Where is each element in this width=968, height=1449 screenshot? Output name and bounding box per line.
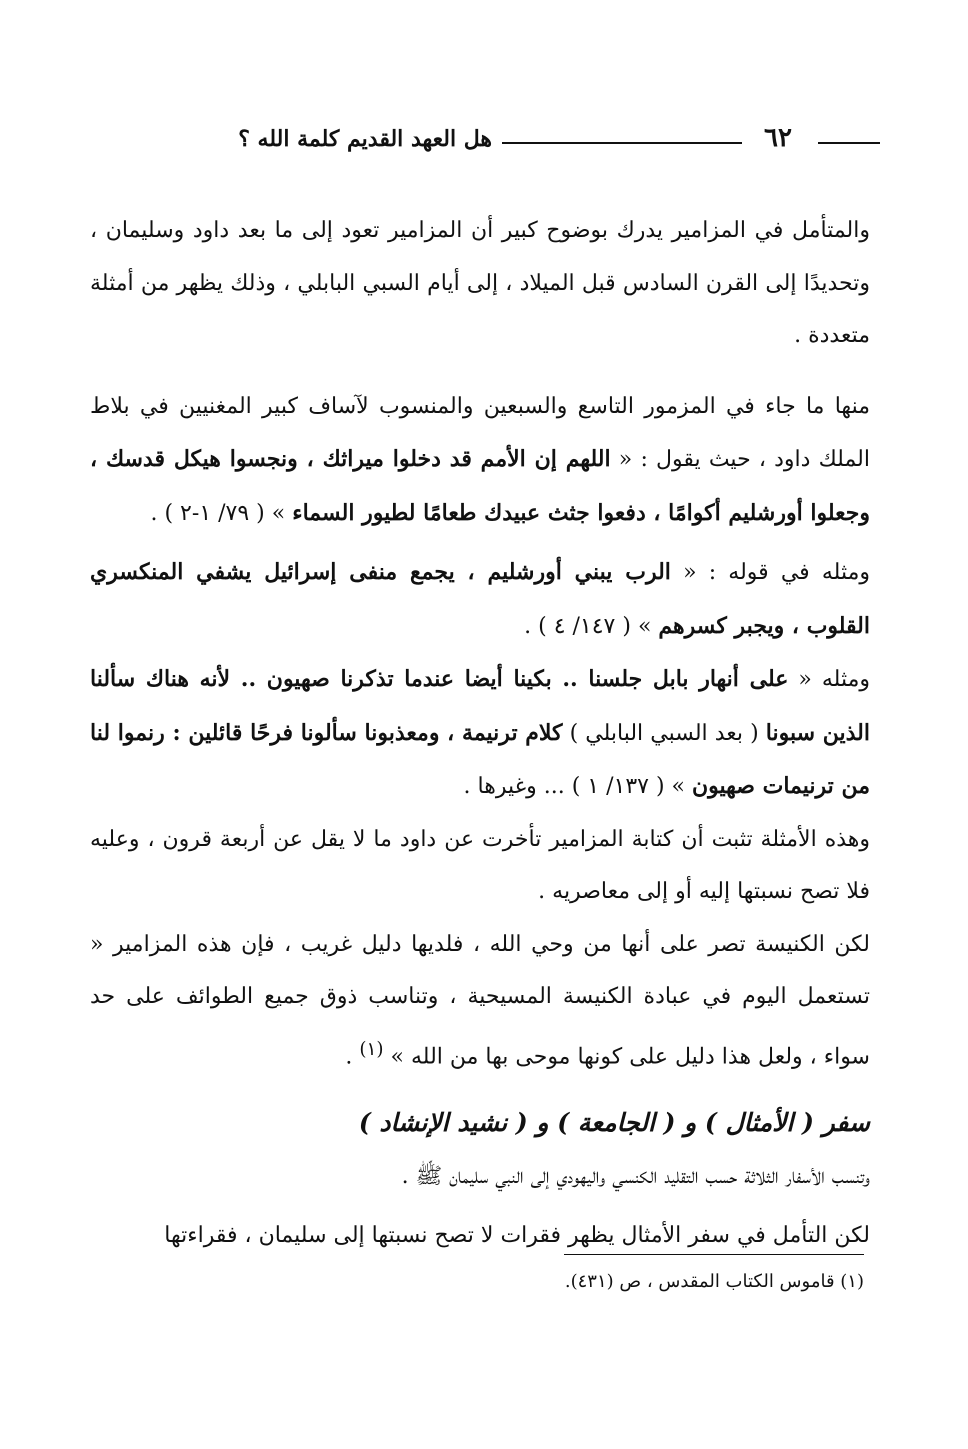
body-text [90, 205, 870, 1262]
paragraph-3-intro: ومثله في قوله : « [670, 560, 870, 585]
paragraph-6 [90, 919, 870, 1084]
page-header [90, 118, 880, 158]
paragraph-4-intro: ومثله « [788, 667, 870, 692]
page-number: ٦٢ [764, 123, 792, 153]
quote-psalm-147: الرب يبني أورشليم ، يجمع منفى إسرائيل يشفي المنكسري القلوب ، ويجبر كسرهم [90, 559, 870, 639]
paragraph-2-intro: منها ما جاء في المزمور التاسع والسبعين والمنسوب لآساف كبير المغنيين في بلاط الملك داود ، حيث يقول : « [90, 393, 870, 472]
quote-psalm-137-part-1: على أنهار بابل جلسنا .. بكينا أيضا عندما تذكرنا صهيون .. لأنه هناك سألنا الذين سبونا [90, 666, 870, 746]
footnote: (١) قاموس الكتاب المقدس ، ص (٤٣١). [564, 1271, 864, 1292]
paragraph-6-text: لكن الكنيسة تصر على أنها من وحي الله ، فلديها دليل غريب ، فإن هذه المزامير « تستعمل اليوم في عبادة الكنيسة المسيحية ، وتناسب ذوق جميع الطوائف على حد سواء ، ولعل هذا دليل على كونها موحى بها من الله » [90, 931, 870, 1069]
paragraph-1: والمتأمل في المزامير يدرك بوضوح كبير أن المزامير تعود إلى ما بعد داود وسليمان ، وتحديدًا إلى القرن السادس قبل الميلاد ، إلى أيام السبي البابلي ، وذلك يظهر من أمثلة متعددة . [90, 218, 870, 348]
footnote-reference: (١) [359, 1038, 384, 1060]
paragraph-2 [90, 381, 870, 541]
footnote-separator [564, 1254, 864, 1255]
quote-psalm-79: اللهم إن الأمم قد دخلوا ميراثك ، ونجسوا هيكل قدسك ، وجعلوا أورشليم أكوامًا ، دفعوا جثث عبيدك طعامًا لطيور السماء [90, 446, 870, 526]
paragraph-7: وتنسب الأسفار الثلاثة حسب التقليد الكنسي واليهودي إلى النبي سليمان ﷺ . [401, 1164, 870, 1190]
running-title: هل العهد القديم كلمة الله ؟ [238, 126, 492, 152]
paragraph-4-aside: ( بعد السبي البابلي ) [562, 720, 766, 746]
paragraph-5: وهذه الأمثلة تثبت أن كتابة المزامير تأخرت عن داود ما لا يقل عن أربعة قرون ، وعليه فلا تصح نسبتها إليه أو إلى معاصريه . [90, 826, 870, 904]
header-rule-right [818, 142, 880, 144]
paragraph-3-ref: » ( ١٤٧/ ٤ ) . [524, 613, 659, 639]
paragraph-4-ref: » ( ١٣٧/ ١ ) ... وغيرها . [463, 774, 692, 799]
paragraph-4 [90, 653, 870, 814]
paragraph-8: لكن التأمل في سفر الأمثال يظهر فقرات لا تصح نسبتها إلى سليمان ، فقراءتها [164, 1222, 870, 1248]
paragraph-3 [90, 546, 870, 653]
paragraph-2-ref: » ( ٧٩/ ١-٢ ) . [150, 500, 293, 526]
paragraph-6-end: . [345, 1043, 360, 1069]
section-heading: سفر ( الأمثال ) و ( الجامعة ) و ( نشيد الإنشاد ) [358, 1108, 870, 1138]
quote-psalm-137-part-2: كلام ترنيمة ، ومعذبونا سألونا فرحًا قائلين : رنموا لنا من ترنيمات صهيون [90, 719, 870, 799]
header-rule-middle [502, 142, 742, 144]
